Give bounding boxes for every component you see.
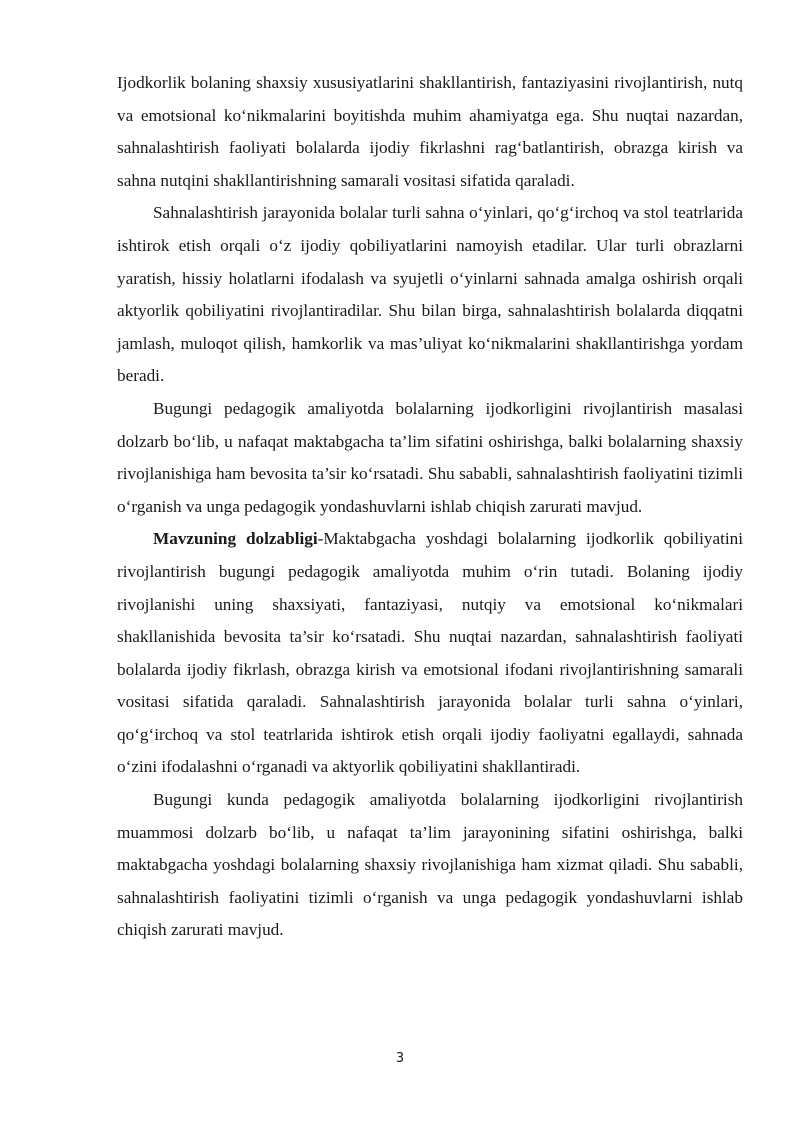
paragraph-1: Ijodkorlik bolaning shaxsiy xususiyatlarini shakllantirish, fantaziyasini rivojlantirish, nutq va emotsional ko‘nikmalarini boyitishda muhim ahamiyatga ega. Shu nuqtai nazardan, sahnalashtirish faoliyati bolalarda ijodiy fikrlashni rag‘batlantirish, obrazga kirish va sahna nutqini shakllantirishning samarali vositasi sifatida qaraladi. bbox=[117, 73, 743, 190]
paragraph-2: Sahnalashtirish jarayonida bolalar turli sahna o‘yinlari, qo‘g‘irchoq va stol teatrlarida ishtirok etish orqali o‘z ijodiy qobiliyatlarini namoyish etadilar. Ular turli obrazlarni yaratish, hissiy holatlarni ifodalash va syujetli o‘yinlarni sahnada amalga oshirish orqali aktyorlik qobiliyatini rivojlantiradilar. Shu bilan birga, sahnalashtirish bolalarda diqqatni jamlash, muloqot qilish, hamkorlik va mas’uliyat ko‘nikmalarini shakllantirishga yordam beradi. bbox=[117, 203, 743, 386]
paragraph-4-text: -Maktabgacha yoshdagi bolalarning ijodkorlik qobiliyatini rivojlantirish bugungi pedagogik amaliyotda muhim o‘rin tutadi. Bolaning ijodiy rivojlanishi uning shaxsiyati, fantaziyasi, nutqiy va emotsional ko‘nikmalari shakllanishida bevosita ta’sir ko‘rsatadi. Shu nuqtai nazardan, sahnalashtirish faoliyati bolalarda ijodiy fikrlash, obrazga kirish va emotsional ifodani rivojlantirishning samarali vositasi sifatida qaraladi. Sahnalashtirish jarayonida bolalar turli sahna o‘yinlari, qo‘g‘irchoq va stol teatrlarida ishtirok etish orqali ijodiy faoliyatni egallaydi, sahnada o‘zini ifodalashni o‘rganadi va aktyorlik qobiliyatini shakllantiradi. bbox=[117, 529, 743, 777]
paragraph-3: Bugungi pedagogik amaliyotda bolalarning ijodkorligini rivojlantirish masalasi dolzarb bo‘lib, u nafaqat maktabgacha ta’lim sifatini oshirishga, balki bolalarning shaxsiy rivojlanishiga ham bevosita ta’sir ko‘rsatadi. Shu sababli, sahnalashtirish faoliyatini tizimli o‘rganish va unga pedagogik yondashuvlarni ishlab chiqish zarurati mavjud. bbox=[117, 398, 743, 516]
document-body bbox=[117, 67, 743, 947]
page-number: 3 bbox=[395, 1051, 405, 1066]
paragraph-5: Bugungi kunda pedagogik amaliyotda bolalarning ijodkorligini rivojlantirish muammosi dolzarb bo‘lib, u nafaqat ta’lim jarayonining sifatini oshirishga, balki maktabgacha yoshdagi bolalarning shaxsiy rivojlanishiga ham xizmat qiladi. Shu sababli, sahnalashtirish faoliyatini tizimli o‘rganish va unga pedagogik yondashuvlarni ishlab chiqish zarurati mavjud. bbox=[117, 790, 743, 940]
paragraph-4 bbox=[117, 523, 743, 784]
paragraph-4-heading: Mavzuning dolzabligi bbox=[153, 529, 318, 549]
